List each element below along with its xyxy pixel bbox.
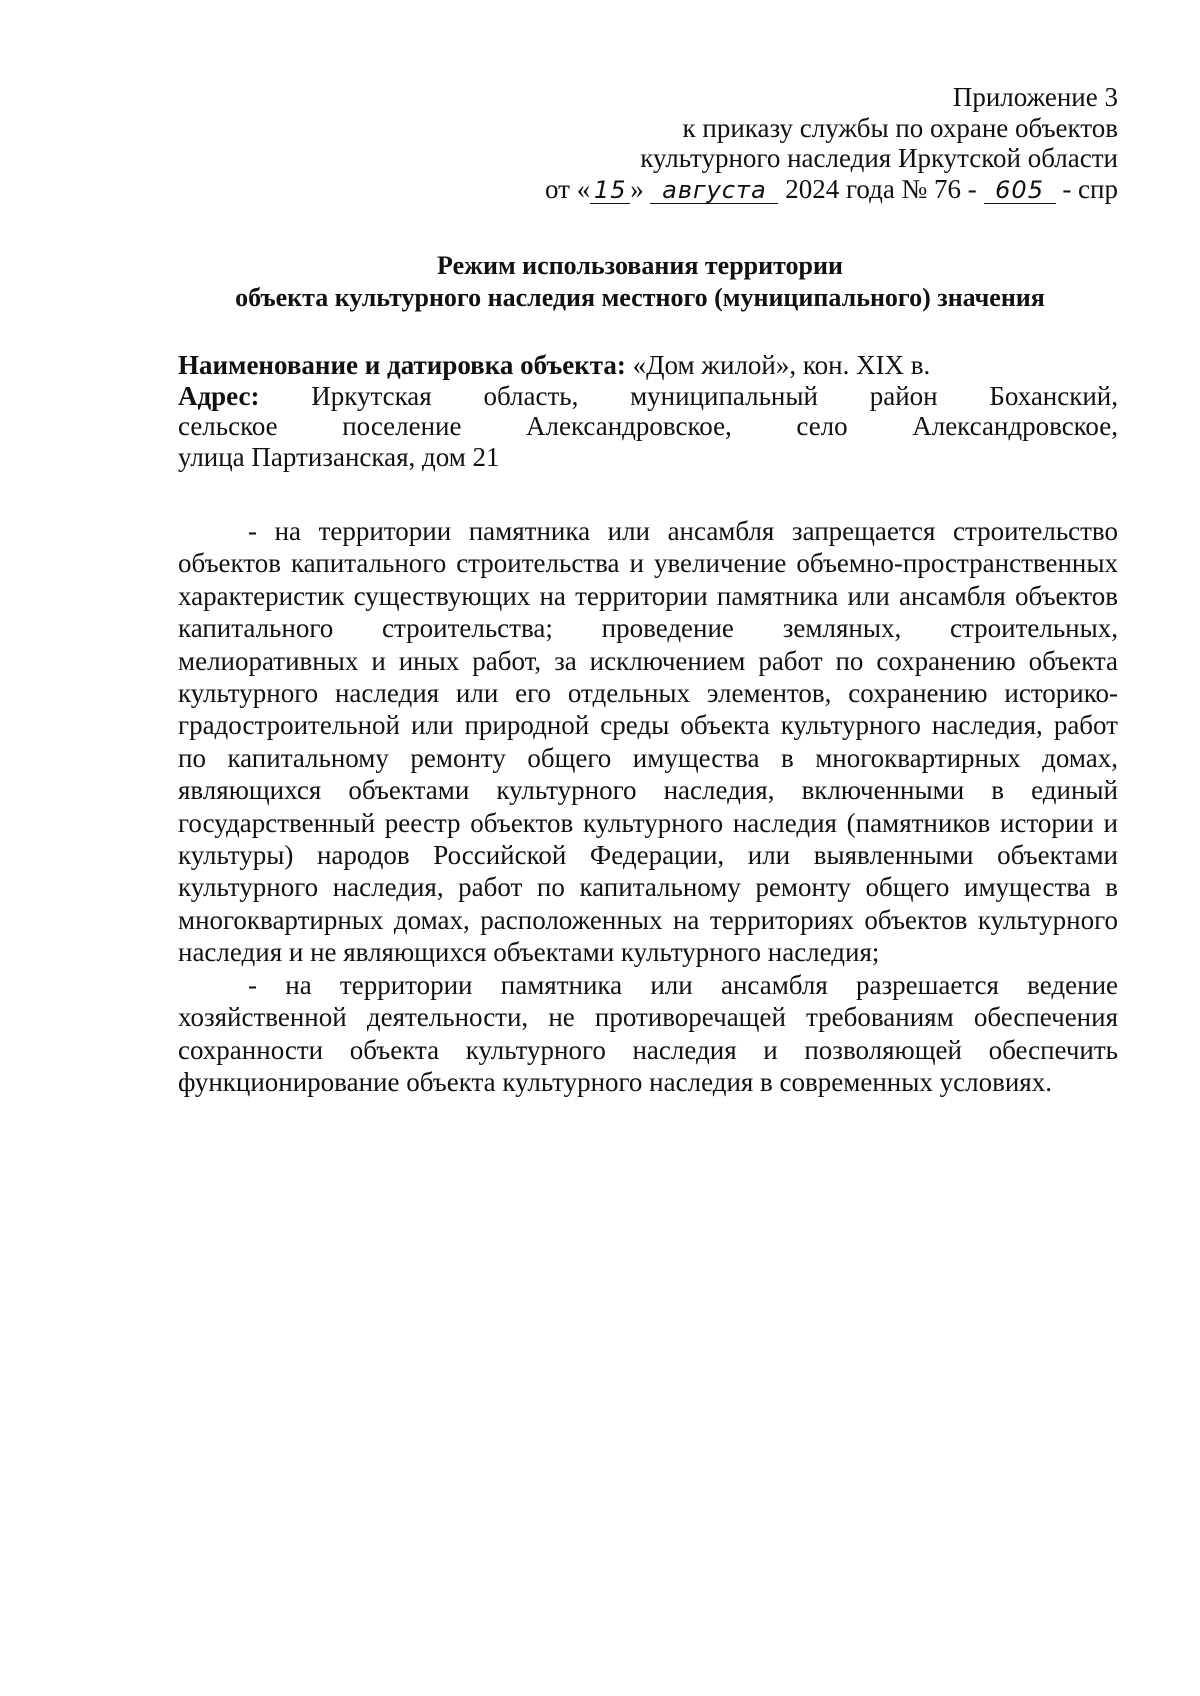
title-line-1: Режим использования территории	[437, 251, 843, 280]
order-reference-line: к приказу службы по охране объектов	[682, 112, 1118, 143]
usage-regime-provisions	[178, 515, 1118, 1098]
handwritten-month: августа	[650, 177, 778, 204]
date-quote-close: »	[630, 173, 644, 204]
title-line-2: объекта культурного наследия местного (муниципального) значения	[235, 283, 1045, 312]
year-and-number-prefix: 2024 года № 76 -	[785, 173, 977, 204]
handwritten-day: 15	[590, 177, 630, 204]
object-name-row	[178, 350, 1118, 381]
order-authority-line: культурного наследия Иркутской области	[640, 143, 1118, 173]
address-line-2: сельское поселение Александровское, село Александровское,	[178, 411, 1118, 441]
object-name-value: «Дом жилой», кон. XIX в.	[632, 350, 931, 380]
date-prefix: от «	[545, 173, 591, 204]
address-line-3: улица Партизанская, дом 21	[178, 441, 500, 472]
handwritten-order-number: 605	[984, 177, 1056, 204]
address-value-1: Иркутская область, муниципальный район Боханский,	[311, 380, 1119, 411]
address-row	[178, 381, 1118, 473]
provision-permissions: - на территории памятника или ансамбля разрешается ведение хозяйственной деятельности, не противоречащей требованиям обеспечения сохранности объекта культурного наследия и позволяющей обеспечить функционирование объекта культурного наследия в современных условиях.	[178, 969, 1118, 1097]
provision-prohibitions: - на территории памятника или ансамбля запрещается строительство объектов капитального строительства и увеличение объемно-пространственных характеристик существующих на территории памятника или ансамбля объектов капитального строительства; проведение земляных, строительных, мелиоративных и иных работ, за исключением работ по сохранению объекта культурного наследия или его отдельных элементов, сохранению историко-градостроительной или природной среды объекта культурного наследия, работ по капитальному ремонту общего имущества в многоквартирных домах, являющихся объектами культурного наследия, включенными в единый государственный реестр объектов культурного наследия (памятников истории и культуры) народов Российской Федерации, или выявленными объектами культурного наследия, работ по капитальному ремонту общего имущества в многоквартирных домах, расположенных на территориях объектов культурного наследия и не являющихся объектами культурного наследия;	[178, 516, 1118, 968]
appendix-number: Приложение 3	[952, 82, 1118, 112]
document-title	[160, 250, 1120, 314]
appendix-header	[545, 82, 1118, 204]
order-date-number-line	[545, 174, 1118, 205]
order-suffix: - спр	[1062, 173, 1118, 204]
address-line-1	[178, 381, 1118, 412]
object-info	[178, 350, 1118, 472]
address-label: Адрес:	[178, 380, 260, 411]
object-name-label: Наименование и датировка объекта:	[178, 350, 626, 380]
